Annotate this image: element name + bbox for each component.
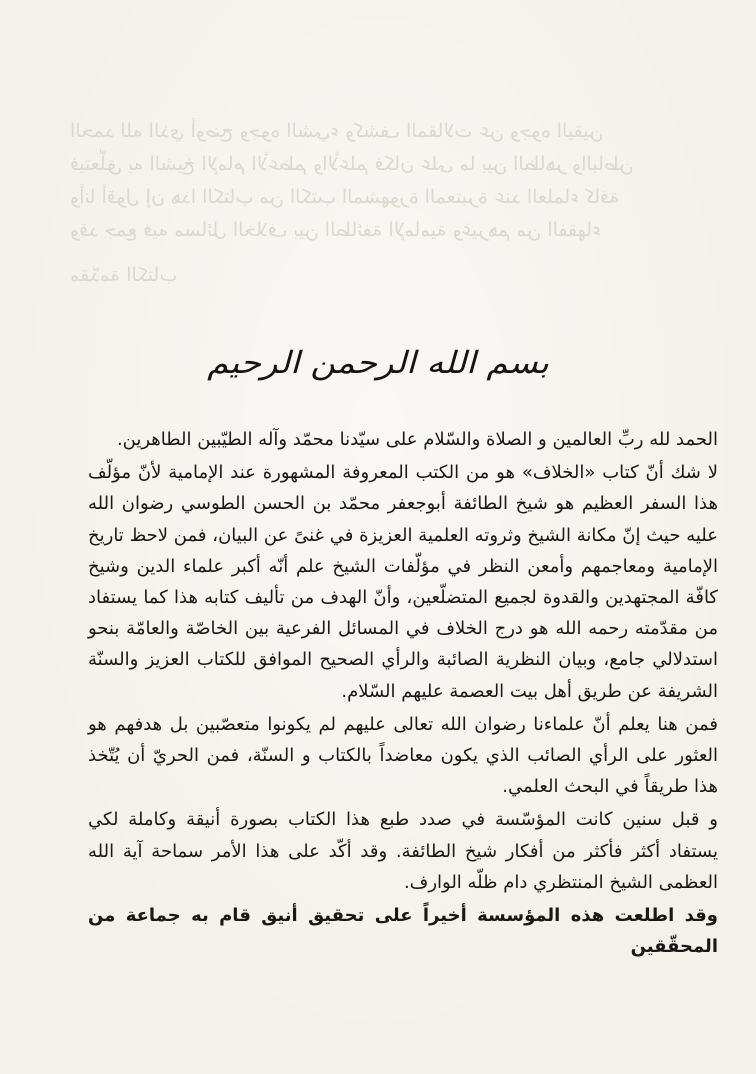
bleed-line: مقدّمة الكتاب: [70, 264, 178, 286]
bleed-line: وقد جمع فيه مسائل الخلاف بين الطائفة الإمامية وغيرهم من الفقهاء: [70, 219, 602, 241]
paragraph: الحمد لله ربِّ العالمين و الصلاة والسّلام على سيّدنا محمّد وآله الطيّبين الطاهرين.: [116, 429, 718, 450]
paragraph: و قبل سنين كانت المؤسّسة في صدد طبع هذا الكتاب بصورة أنيقة وكاملة لكي يستفاد أكثر فأكثر من أفكار شيخ الطائفة. وقد أكّد على هذا الأمر سماحة آية الله العظمى الشيخ المنتظري دام ظلّه الوارف.: [88, 809, 718, 893]
paragraph: لا شك أنّ كتاب «الخلاف» هو من الكتب المعروفة المشهورة عند الإمامية لأنّ مؤلّف هذا السفر العظيم هو شيخ الطائفة أبوجعفر محمّد بن الحسن الطوسي رضوان الله عليه حيث إنّ مكانة الشيخ وثروته العلمية العزيزة في غنىً عن البيان، فمن لاحظ تاريخ الإمامية ومعاجمهم وأمعن النظر في مؤلّفات الشيخ علم أنّه أكبر علماء الدين وشيخ كافّة المجتهدين والقدوة لجميع المتضلّعين، وأنّ الهدف من تأليف كتابه هذا كما يستفاد من مقدّمته رحمه الله هو درج الخلاف في المسائل الفرعية بين الخاصّة والعامّة بنحو استدلالي جامع، وبيان النظرية الصائبة والرأي الصحيح الموافق للكتاب العزيز والسنّة الشريفة عن طريق أهل بيت العصمة عليهم السّلام.: [88, 462, 718, 702]
bleed-line: وأنا أقول إن هذا الكتاب من الكتب المشهورة المعتبرة عند العلماء كافة: [70, 186, 620, 208]
bleed-line: الحمد لله الذي أوضح وجوه الشيء وكشف المقالات عن وجوه اليقين: [70, 120, 604, 142]
basmala-calligraphy: بسم الله الرحمن الرحيم: [207, 345, 549, 381]
paragraph: وقد اطلعت هذه المؤسسة أخيراً على تحقيق أنيق قام به جماعة من المحقّقين: [88, 905, 718, 958]
bleed-through-text: [70, 115, 690, 292]
basmala-header: [0, 343, 756, 383]
document-body: [88, 424, 718, 962]
paragraph: فمن هنا يعلم أنّ علماءنا رضوان الله تعالى عليهم لم يكونوا متعصّبين بل هدفهم هو العثور على الرأي الصائب الذي يكون معاضداً بالكتاب و السنّة، فمن الحريّ أن يُتّخذ هذا طريقاً في البحث العلمي.: [88, 713, 718, 798]
bleed-line: فيتعلّق به الشيخ الإمام الأعظم والأعلم فكان على ما بين الظاهر والباطن: [70, 153, 634, 175]
